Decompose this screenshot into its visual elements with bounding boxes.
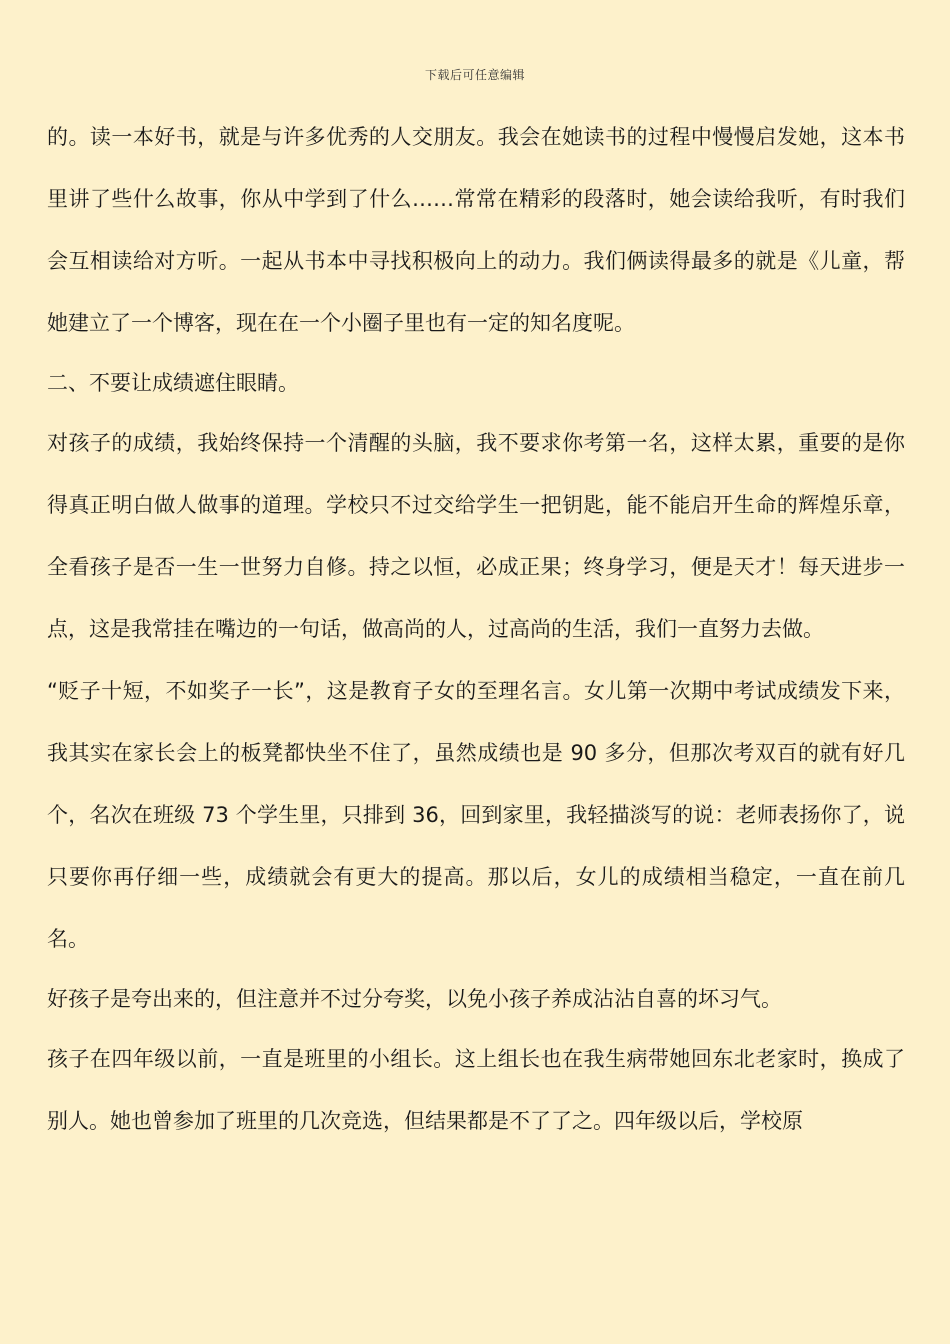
document-body xyxy=(47,106,905,1152)
paragraph-team-leader: 孩子在四年级以前，一直是班里的小组长。这上组长也在我生病带她回东北老家时，换成了别人。她也曾参加了班里的几次竞选，但结果都是不了了之。四年级以后，学校原 xyxy=(47,1047,905,1133)
section-heading-grades: 二、不要让成绩遮住眼睛。 xyxy=(47,371,299,395)
paragraph-grades: 对孩子的成绩，我始终保持一个清醒的头脑，我不要求你考第一名，这样太累，重要的是你得真正明白做人做事的道理。学校只不过交给学生一把钥匙，能不能启开生命的辉煌乐章，全看孩子是否一生一世努力自修。持之以恒，必成正果；终身学习，便是天才！每天进步一点，这是我常挂在嘴边的一句话，做高尚的人，过高尚的生活，我们一直努力去做。 xyxy=(47,431,905,641)
page-header-note: 下载后可任意编辑 xyxy=(424,68,525,82)
paragraph-reading: 的。读一本好书，就是与许多优秀的人交朋友。我会在她读书的过程中慢慢启发她，这本书里讲了些什么故事，你从中学到了什么……常常在精彩的段落时，她会读给我听，有时我们会互相读给对方听。一起从书本中寻找积极向上的动力。我们俩读得最多的就是《儿童，帮她建立了一个博客，现在在一个小圈子里也有一定的知名度呢。 xyxy=(47,125,905,335)
paragraph-praise-note: 好孩子是夸出来的，但注意并不过分夸奖，以免小孩子养成沾沾自喜的坏习气。 xyxy=(47,987,782,1011)
paragraph-praise: “贬子十短，不如奖子一长”，这是教育子女的至理名言。女儿第一次期中考试成绩发下来，我其实在家长会上的板凳都快坐不住了，虽然成绩也是 90 多分，但那次考双百的就有好几个，名次在班级 73 个学生里，只排到 36，回到家里，我轻描淡写的说：老师表扬你了，说只要你再仔细一些，成绩就会有更大的提高。那以后，女儿的成绩相当稳定，一直在前几名。 xyxy=(47,679,905,951)
